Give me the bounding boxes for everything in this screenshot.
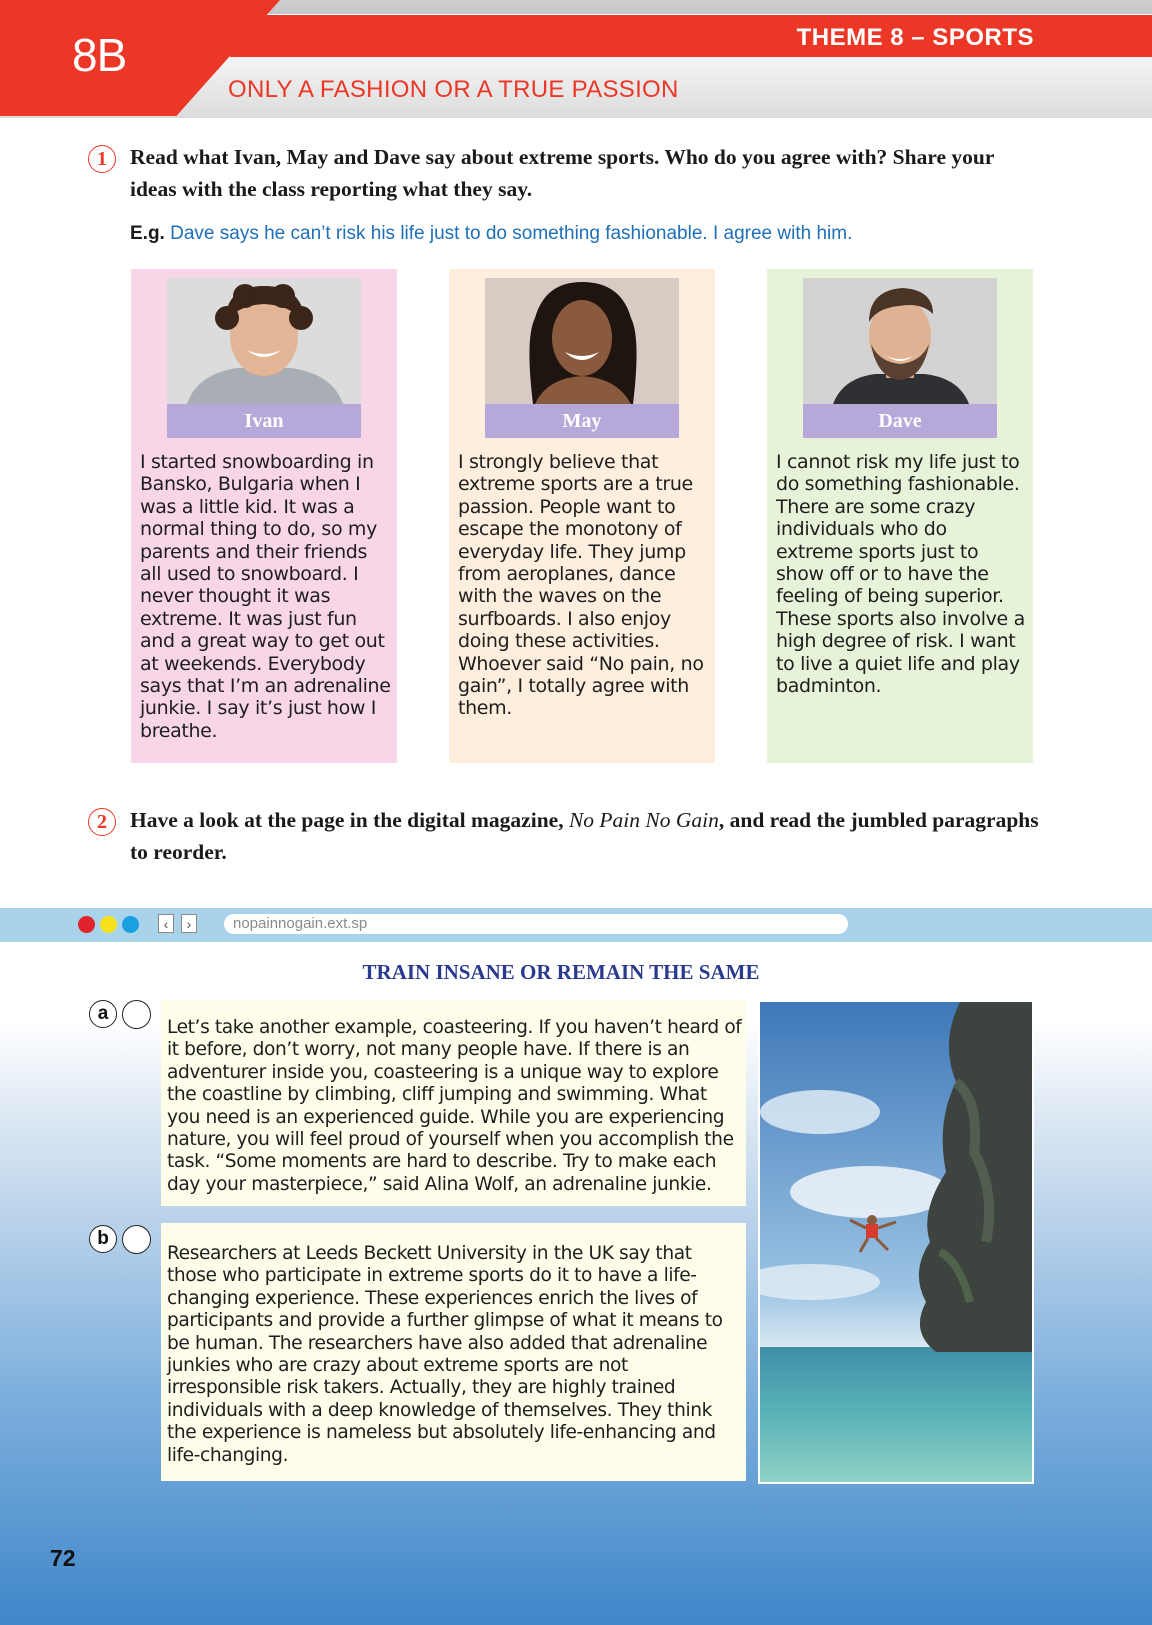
article-title: TRAIN INSANE OR REMAIN THE SAME (362, 960, 760, 984)
ivan-statement: I started snowboarding in Bansko, Bulgaria when I was a little kid. It was a normal thing to do, so my parents and their friends all used to snowboard. I never thought it was extreme. It was just fun and a great way to get out at weekends. Everybody says that I’m an adrenaline junkie. I say it’s just how I breathe. (140, 451, 391, 742)
dave-photo (803, 278, 997, 404)
exercise-number-2: 2 (88, 808, 116, 836)
exercise-2-instruction-start: Have a look at the page in the digital magazine, (130, 808, 569, 832)
example-sentence (130, 223, 852, 245)
person-card-ivan (131, 269, 397, 763)
exercise-2-instruction (130, 804, 1050, 868)
paragraph-a-text: Let’s take another example, coasteering. If you haven’t heard of it before, don’t worry, not many people have. If there is an adventurer inside you, coasteering is a unique way to explore the coastline by climbing, cliff jumping and swimming. What you need is an experienced guide. While you are experiencing nature, you will feel proud of yourself when you accomplish the task. “Some moments are hard to describe. Try to make each day your masterpiece,” said Alina Wolf, an adrenaline junkie. (167, 1017, 742, 1195)
paragraph-b-order-answer[interactable] (122, 1225, 151, 1254)
back-arrow-icon[interactable]: ‹ (158, 914, 174, 933)
window-close-dot[interactable] (78, 916, 95, 933)
paragraph-a-order-answer[interactable] (122, 1000, 151, 1029)
forward-arrow-icon[interactable]: › (181, 914, 197, 933)
unit-code: 8B (72, 29, 127, 81)
window-maximize-dot[interactable] (122, 916, 139, 933)
may-statement: I strongly believe that extreme sports are a true passion. People want to escape the monotony of everyday life. They jump from aeroplanes, dance with the waves on the surfboards. I also enjoy doing these activities. Whoever said “No pain, no gain”, I totally agree with them. (458, 451, 704, 720)
person-name-may: May (485, 404, 679, 438)
magazine-name: No Pain No Gain (568, 808, 719, 832)
may-photo (485, 278, 679, 404)
paragraph-b-text: Researchers at Leeds Beckett University in the UK say that those who participate in extreme sports do it to have a life-changing experience. These experiences enrich the lives of participants and provide a further glimpse of what it means to be human. The researchers have also added that adrenaline junkies who are crazy about extreme sports are not irresponsible risk takers. Actually, they are highly trained individuals with a deep knowledge of themselves. They think the experience is nameless but absolutely life-enhancing and life-changing. (167, 1243, 723, 1466)
exercise-1-instruction: Read what Ivan, May and Dave say about extreme sports. Who do you agree with? Share your ideas with the class reporting what they say. (130, 145, 995, 201)
cliff-jumping-photo (758, 1000, 1034, 1484)
paragraph-b-box (161, 1223, 746, 1481)
person-name-ivan: Ivan (167, 404, 361, 438)
exercise-2-instruction-end: , and read the jumbled paragraphs to reorder. (130, 808, 1039, 864)
person-name-dave: Dave (803, 404, 997, 438)
lesson-subtitle: ONLY A FASHION OR A TRUE PASSION (228, 76, 679, 103)
dave-statement: I cannot risk my life just to do something fashionable. There are some crazy individuals who do extreme sports just to show off or to have the feeling of being superior. These sports also involve a high degree of risk. I want to live a quiet life and play badminton. (776, 451, 1025, 698)
window-minimize-dot[interactable] (100, 916, 117, 933)
exercise-number-1: 1 (88, 145, 116, 173)
example-text: Dave says he can’t risk his life just to do something fashionable. I agree with him. (170, 223, 853, 244)
url-bar[interactable]: nopainnogain.ext.sp (224, 914, 848, 934)
paragraph-a-box (161, 1000, 746, 1206)
ivan-photo (167, 278, 361, 404)
person-card-may (449, 269, 715, 763)
paragraph-letter-b: b (89, 1225, 117, 1253)
page-number: 72 (50, 1545, 76, 1571)
person-card-dave (767, 269, 1033, 763)
paragraph-letter-a: a (89, 1000, 117, 1028)
theme-title: THEME 8 – SPORTS (796, 24, 1034, 51)
example-label: E.g. (130, 223, 165, 244)
